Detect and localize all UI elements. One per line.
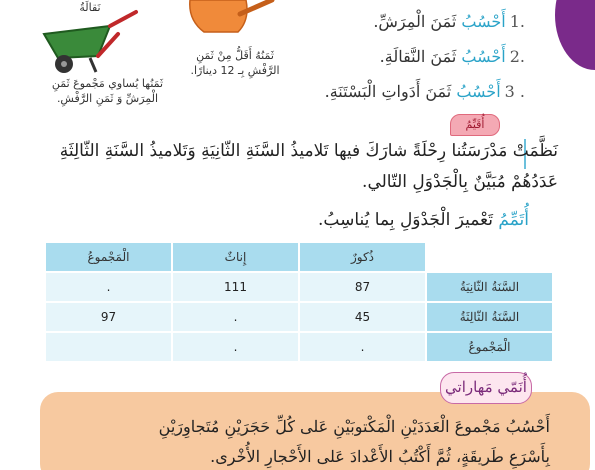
assessment-badge: أُقَيِّمُ [450,114,500,136]
table-header-row [45,242,553,272]
column-header-total: الْمَجْموعُ [45,242,172,272]
task-item: .1أَحْسُبُ ثَمَنَ الْمِرَشِّ. [373,12,525,31]
row-header: السَّنَةُ الثّانِيَةُ [426,272,553,302]
table-cell[interactable] [45,332,172,362]
wheelbarrow-caption: ثَمَنُها يُساوي مَجْموعَ ثَمَنِ الْمِرَشِّ وَ ثَمَنِ الرَّفْشِ. [51,77,164,105]
task-item: . 3أَحْسُبُ ثَمَنَ أَدَواتِ الْبَسْتَنَةِ. [324,82,525,101]
row-header: السَّنَةُ الثّالِثَةُ [426,302,553,332]
table-row [45,272,553,302]
table-cell[interactable]: 45 [299,302,426,332]
corner-decoration [555,0,595,70]
table-cell[interactable]: . [172,302,299,332]
skills-line: أَحْسُبُ مَجْموعَ الْعَدَدَيْنِ الْمَكْتوبَيْنِ عَلى كُلِّ حَجَرَيْنِ مُتَجاوِرَيْنِ [158,417,550,436]
table-cell[interactable]: 111 [172,272,299,302]
instruction-text: أُتَمِّمُ تَعْميرَ الْجَدْوَلِ بِما يُناسِبُ. [318,210,529,230]
row-header: الْمَجْموعُ [426,332,553,362]
students-table [44,241,554,363]
task-item: .2أَحْسُبُ ثَمَنَ النَّقالَةِ. [379,47,525,66]
table-cell[interactable]: . [45,272,172,302]
wheelbarrow-label: نَقالَةُ [79,1,101,14]
skills-line: بِأَسْرَعِ طَريقَةٍ، ثُمَّ أَكْتُبُ الأَعْدادَ عَلى الأَحْجارِ الأُخْرى. [210,447,550,466]
problem-text: نَظَّمَتْ مَدْرَسَتُنا رِحْلَةً شارَكَ فيها تَلاميذُ السَّنَةِ الثّانِيَةِ وَتَلاميذُ السَّنَةِ الثّالِثَةِ عَدَدُهُمْ مُبَيَّنٌ بِالْجَدْوَلِ التّالي. [59,141,558,192]
table-corner-cell [426,242,553,272]
skills-badge: أُنَمّي مَهاراتي [440,372,532,404]
watering-can-icon [180,0,280,46]
table-row [45,332,553,362]
column-header-boys: ذُكورٌ [299,242,426,272]
table-cell[interactable]: . [299,332,426,362]
table-cell[interactable]: . [172,332,299,362]
column-header-girls: إِناثٌ [172,242,299,272]
task-list [325,4,525,109]
watering-can-caption: ثَمَنُهُ أَقَلُّ مِنْ ثَمَنِ الرَّفْشِ بِـ 12 دينارًا. [190,49,280,77]
table-cell[interactable]: 87 [299,272,426,302]
table-row [45,302,553,332]
table-cell[interactable]: 97 [45,302,172,332]
skills-text [60,412,550,470]
